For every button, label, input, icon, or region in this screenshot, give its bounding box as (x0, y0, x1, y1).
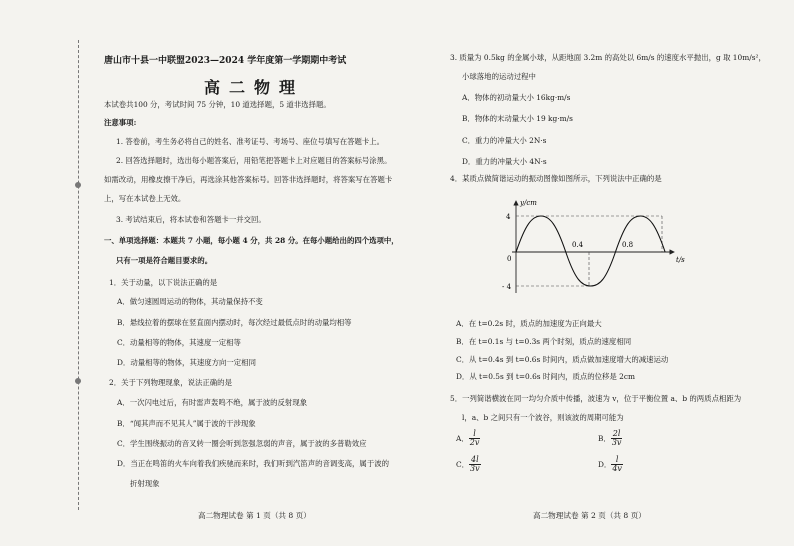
question-4-option-d: D．从 t=0.5s 到 t=0.6s 时间内，质点的位移是 2cm (456, 372, 636, 381)
question-3-option-d: D．重力的冲量大小 4N·s (462, 157, 547, 166)
page-footer: 高二物理试卷 第 2 页（共 8 页） (533, 511, 646, 520)
exam-info: 本试卷共100 分，考试时间 75 分钟，10 道选择题，5 道非选择题。 (104, 100, 331, 109)
exam-title: 唐山市十县一中联盟2023—2024 学年度第一学期期中考试 (104, 56, 347, 66)
origin-label: 0 (507, 255, 512, 263)
question-1-option-d: D．动量相等的物体，其速度方向一定相同 (117, 358, 256, 367)
notice-line: 如需改动，用橡皮擦干净后，再选涂其他答案标号。回答非选择题时，将答案写在答题卡 (104, 175, 393, 184)
question-5-stem: 5．一列简谐横波在同一均匀介质中传播，波速为 v，位于平衡位置 a、b 的两质点相距为 (450, 394, 742, 403)
section-heading-cont: 只有一项是符合题目要求的。 (116, 256, 213, 265)
x-tick-0.4: 0.4 (572, 241, 584, 249)
question-2-option-b: B．“闻其声而不见其人”属于波的干涉现象 (117, 419, 256, 428)
page-footer: 高二物理试卷 第 1 页（共 8 页） (198, 511, 311, 520)
question-2-option-d-cont: 折射现象 (130, 479, 160, 488)
question-3-option-b: B．物体的末动量大小 19 kg·m/s (462, 114, 573, 123)
y-tick-positive: 4 (506, 213, 511, 221)
question-3-option-c: C．重力的冲量大小 2N·s (462, 136, 547, 145)
vibration-graph (494, 195, 734, 298)
notice-line: 2. 回答选择题时，选出每小题答案后，用铅笔把答题卡上对应题目的答案标号涂黑。 (116, 156, 392, 165)
question-2-stem: 2．关于下列物理现象，说法正确的是 (109, 378, 232, 387)
question-5-option-c: C． $\frac{4l}{3v}$ (456, 455, 480, 474)
binding-hole (75, 182, 81, 188)
question-1-option-c: C．动量相等的物体，其速度一定相等 (117, 338, 241, 347)
question-5-option-d: D． $\frac{l}{4v}$ (598, 455, 622, 474)
notice-line: 3. 考试结束后，将本试卷和答题卡一并交回。 (116, 215, 266, 224)
section-heading: 一、单项选择题：本题共 7 小题，每小题 4 分，共 28 分。在每小题给出的四个选项中， (104, 236, 399, 245)
x-axis-label: t/s (676, 256, 685, 264)
question-1-option-b: B．悬线拉着的摆球在竖直面内摆动时，每次经过最低点时的动量均相等 (117, 318, 352, 327)
y-axis-label: y/cm (520, 199, 537, 207)
question-4-option-b: B．在 t=0.1s 与 t=0.3s 两个时刻，质点的速度相同 (456, 337, 632, 346)
question-2-option-a: A．一次闪电过后，有时雷声轰鸣不绝，属于波的反射现象 (117, 398, 308, 407)
question-1-option-a: A．做匀速圆周运动的物体，其动量保持不变 (117, 297, 263, 306)
binding-hole (75, 378, 81, 384)
question-4-option-c: C．从 t=0.4s 到 t=0.6s 时间内，质点做加速度增大的减速运动 (456, 355, 669, 364)
notice-line: 1. 答卷前，考生务必将自己的姓名、准考证号、考场号、座位号填写在答题卡上。 (116, 137, 385, 146)
question-3-option-a: A．物体的初动量大小 16kg·m/s (462, 93, 571, 102)
question-4-stem: 4．某质点做简谐运动的振动图像如图所示，下列说法中正确的是 (450, 174, 662, 183)
notice-line: 上，写在本试卷上无效。 (104, 194, 186, 203)
y-tick-negative: - 4 (502, 283, 512, 291)
question-2-option-c: C．学生围绕振动的音叉转一圈会听到忽强忽弱的声音，属于波的多普勒效应 (117, 439, 367, 448)
question-2-option-d: D．当正在鸣笛的火车向着我们疾驰而来时，我们听到汽笛声的音调变高，属于波的 (117, 459, 389, 468)
question-1-stem: 1．关于动量，以下说法正确的是 (109, 278, 218, 287)
binding-line (78, 40, 79, 510)
question-5-stem-cont: l，a、b 之间只有一个波谷，则该波的周期可能为 (462, 413, 624, 422)
x-tick-0.8: 0.8 (622, 241, 634, 249)
sine-curve (516, 216, 665, 286)
question-3-stem: 3. 质量为 0.5kg 的金属小球，从距地面 3.2m 的高处以 6m/s 的速度水平抛出，g 取 10m/s²， (450, 53, 766, 62)
question-3-stem-cont: 小球落地的运动过程中 (462, 72, 536, 81)
question-5-option-a: A． $\frac{l}{2v}$ (456, 429, 480, 448)
question-5-option-b: B． $\frac{2l}{3v}$ (598, 429, 622, 448)
subject-title: 高二物理 (204, 78, 305, 97)
notice-heading: 注意事项: (104, 118, 137, 127)
question-4-option-a: A．在 t=0.2s 时，质点的加速度为正向最大 (456, 319, 602, 328)
